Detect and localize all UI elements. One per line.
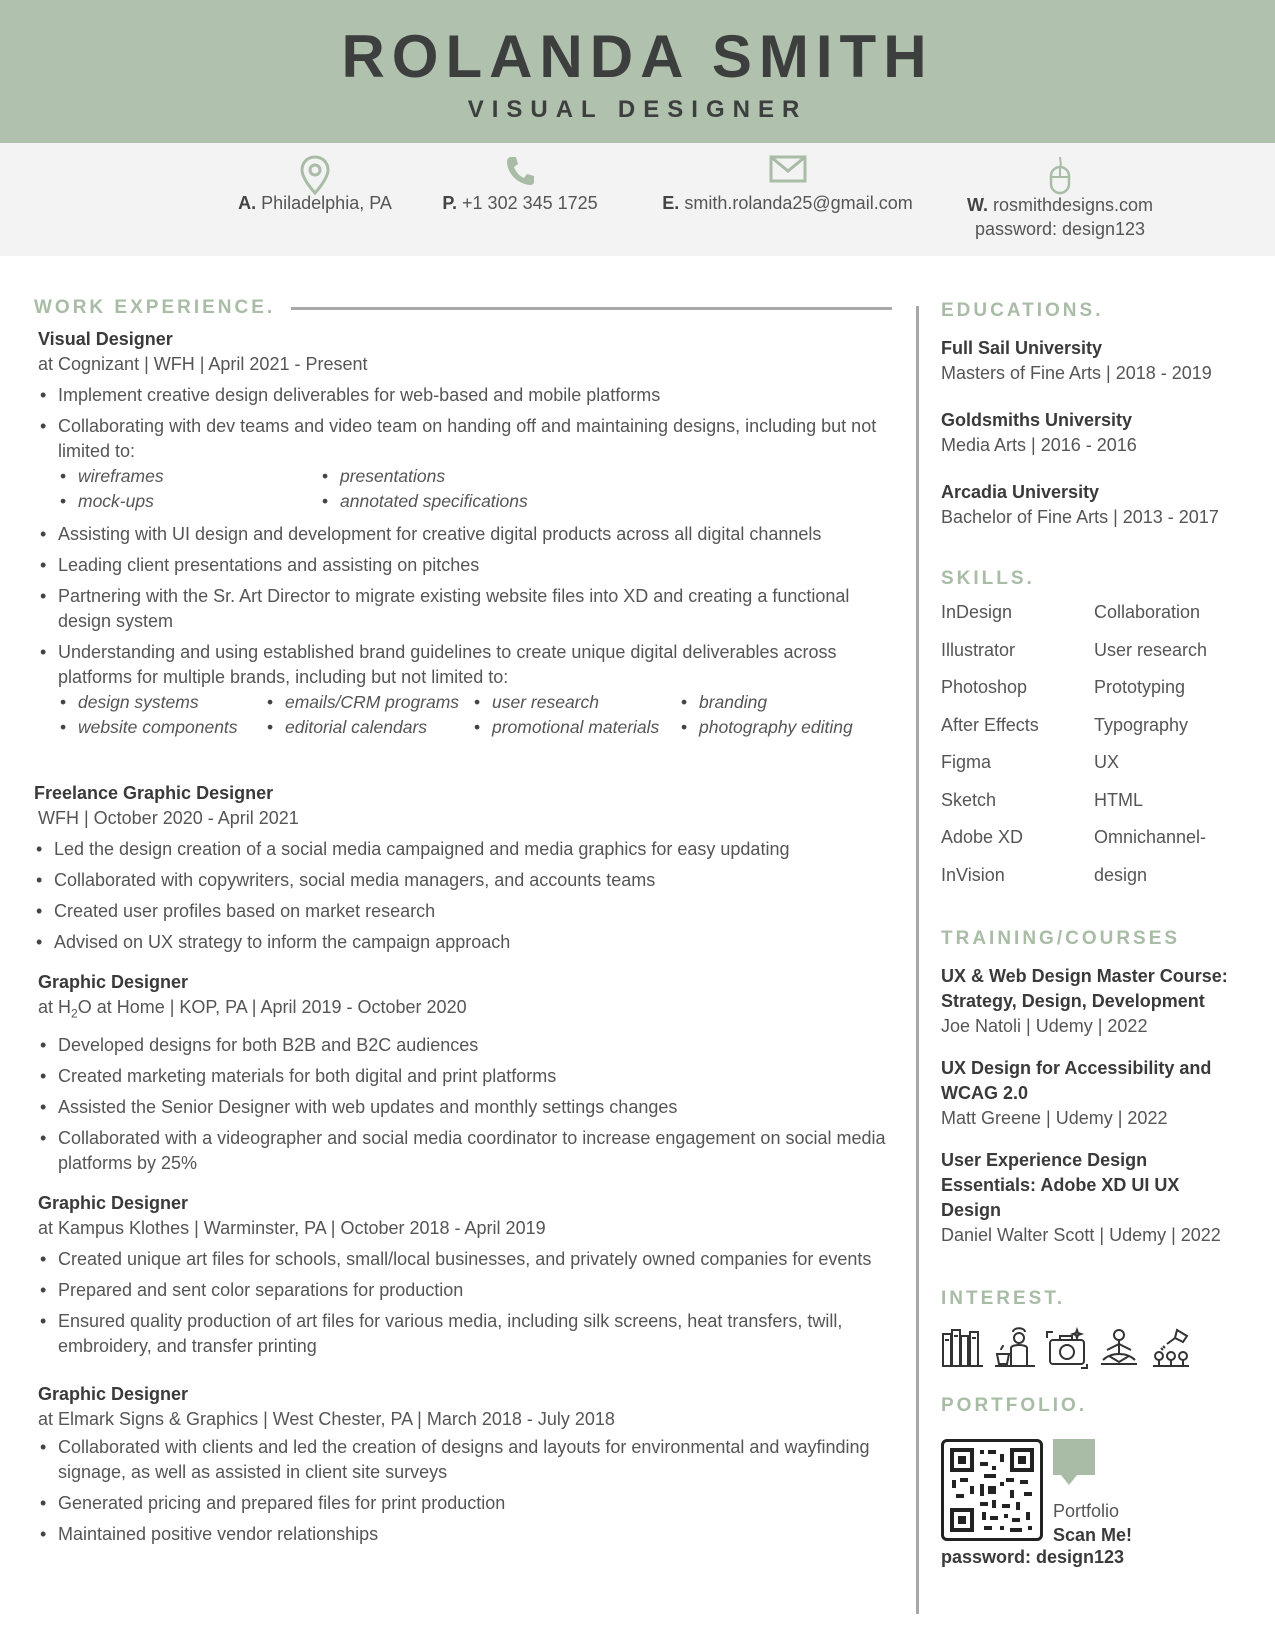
skill-item: Sketch xyxy=(941,789,997,810)
web-label: W. xyxy=(966,195,988,215)
candidate-title: VISUAL DESIGNER xyxy=(467,96,808,123)
job-bullet: • Assisted the Senior Designer with web updates and monthly settings changes xyxy=(38,1095,890,1120)
interest-icons xyxy=(941,1326,1241,1375)
course-title: User Experience Design Essentials: Adobe XD UI UX Design xyxy=(941,1150,1180,1220)
camera-icon xyxy=(1045,1326,1089,1375)
sub-item: • presentations xyxy=(322,464,562,489)
job-graphic-designer-kampus xyxy=(38,1190,890,1359)
contact-phone xyxy=(420,143,620,214)
skill-item: User research xyxy=(1094,639,1208,660)
skill-item: Omnichannel- xyxy=(1094,827,1207,847)
job-bullet: • Prepared and sent color separations for production xyxy=(38,1278,890,1303)
job-bullet: • Created unique art files for schools, small/local businesses, and privately owned companies for events xyxy=(38,1247,890,1272)
portfolio-label: Portfolio xyxy=(1053,1501,1120,1521)
job-bullet: • Assisting with UI design and development for creative digital products across all digital channels xyxy=(38,522,890,547)
degree: Masters of Fine Arts | 2018 - 2019 xyxy=(941,363,1212,383)
education-item xyxy=(941,408,1241,458)
degree: Media Arts | 2016 - 2016 xyxy=(941,435,1137,455)
work-experience-section xyxy=(34,290,890,1553)
job-bullet: • Advised on UX strategy to inform the campaign approach xyxy=(34,930,890,955)
job-title: Freelance Graphic Designer xyxy=(34,783,274,803)
course-item xyxy=(941,1056,1241,1131)
address-value: Philadelphia, PA xyxy=(261,193,392,213)
sidebar xyxy=(941,300,1241,1579)
skill-item: Typography xyxy=(1094,714,1189,735)
contact-website xyxy=(950,143,1170,241)
portfolio-heading: PORTFOLIO. xyxy=(941,1395,1088,1416)
school-name: Arcadia University xyxy=(941,482,1100,502)
job-bullet: • Generated pricing and prepared files for print production xyxy=(38,1491,890,1516)
location-pin-icon xyxy=(300,155,330,195)
skill-item: InVision xyxy=(941,864,1005,885)
education-item xyxy=(941,336,1241,386)
job-bullet: • Created marketing materials for both digital and print platforms xyxy=(38,1064,890,1089)
job-graphic-designer-elmark xyxy=(38,1381,890,1547)
job-subtitle: at Kampus Klothes | Warminster, PA | October 2018 - April 2019 xyxy=(38,1217,546,1238)
sub-list xyxy=(60,464,890,514)
web-password: password: design123 xyxy=(974,219,1146,239)
scan-me-text: Scan Me! xyxy=(1053,1525,1133,1545)
email-label: E. xyxy=(662,193,680,213)
skill-item: Prototyping xyxy=(1094,677,1186,697)
sub-list xyxy=(60,690,890,740)
job-bullet: • Leading client presentations and assisting on pitches xyxy=(38,553,890,578)
job-bullet: • Ensured quality production of art files for various media, including silk screens, heat transfers, twill, embroidery, and transfer printing xyxy=(38,1309,890,1359)
interest-heading: INTEREST. xyxy=(941,1288,1066,1309)
skill-item: Collaboration xyxy=(1094,602,1201,622)
job-bullet: • Led the design creation of a social media campaigned and media graphics for easy updating xyxy=(34,837,890,862)
contact-bar xyxy=(0,143,1275,256)
course-provider: Daniel Walter Scott | Udemy | 2022 xyxy=(941,1225,1221,1245)
sub-item: • promotional materials xyxy=(474,715,681,740)
job-title: Graphic Designer xyxy=(38,1383,189,1404)
job-title: Graphic Designer xyxy=(38,1192,189,1213)
job-bullet: • Developed designs for both B2B and B2C audiences xyxy=(38,1033,890,1058)
email-value[interactable]: smith.rolanda25@gmail.com xyxy=(684,193,913,213)
header-banner xyxy=(0,0,1275,143)
job-bullet: • Collaborated with clients and led the creation of designs and layouts for environmental and wayfinding signage, as well as assisted in client site surveys xyxy=(38,1435,890,1485)
mouse-icon xyxy=(1048,155,1072,195)
books-icon xyxy=(941,1326,985,1375)
gardening-icon xyxy=(1149,1326,1193,1375)
training-heading: TRAINING/COURSES xyxy=(941,928,1181,949)
course-title: UX & Web Design Master Course: Strategy, Design, Development xyxy=(941,966,1228,1011)
sub-item: • emails/CRM programs xyxy=(267,690,474,715)
job-bullet: • Collaborated with copywriters, social media managers, and accounts teams xyxy=(34,868,890,893)
contact-email xyxy=(660,143,915,214)
portfolio-password: password: design123 xyxy=(941,1547,1125,1567)
sub-item: • photography editing xyxy=(681,715,871,740)
course-item xyxy=(941,1148,1241,1248)
sub-item: • annotated specifications xyxy=(322,489,562,514)
sub-item: • wireframes xyxy=(60,464,322,489)
address-label: A. xyxy=(238,193,257,213)
skills-grid xyxy=(941,594,1241,894)
job-bullet: • Collaborated with a videographer and social media coordinator to increase engagement on social media platforms by 25% xyxy=(38,1126,890,1176)
job-visual-designer xyxy=(38,326,890,740)
heading-rule xyxy=(291,307,892,310)
course-title: UX Design for Accessibility and WCAG 2.0 xyxy=(941,1058,1212,1103)
job-bullet: • Maintained positive vendor relationships xyxy=(38,1522,890,1547)
phone-label: P. xyxy=(442,193,458,213)
school-name: Full Sail University xyxy=(941,338,1103,358)
skill-item: design xyxy=(1094,864,1148,885)
web-value[interactable]: rosmithdesigns.com xyxy=(992,195,1154,215)
qr-code[interactable] xyxy=(941,1439,1043,1541)
job-bullet: • Created user profiles based on market research xyxy=(34,899,890,924)
meditation-icon xyxy=(1097,1326,1141,1375)
skill-item: Adobe XD xyxy=(941,827,1024,847)
job-subtitle: at Elmark Signs & Graphics | West Chester, PA | March 2018 - July 2018 xyxy=(38,1408,615,1429)
job-title: Visual Designer xyxy=(38,329,173,349)
sub-item: • design systems xyxy=(60,690,267,715)
job-subtitle xyxy=(38,995,890,1027)
skill-item: After Effects xyxy=(941,714,1039,735)
skill-item: Figma xyxy=(941,752,992,772)
course-item xyxy=(941,964,1241,1039)
course-provider: Joe Natoli | Udemy | 2022 xyxy=(941,1016,1148,1036)
portfolio-block xyxy=(941,1429,1241,1579)
job-subtitle-post: O at Home | KOP, PA | April 2019 - October 2020 xyxy=(77,997,467,1017)
education-item xyxy=(941,480,1241,530)
skill-item: InDesign xyxy=(941,602,1013,622)
phone-value[interactable]: +1 302 345 1725 xyxy=(462,193,598,213)
cooking-icon xyxy=(993,1326,1037,1375)
column-divider xyxy=(916,306,919,1614)
skill-item: Illustrator xyxy=(941,639,1016,660)
school-name: Goldsmiths University xyxy=(941,410,1133,430)
job-subtitle: WFH | October 2020 - April 2021 xyxy=(38,808,299,828)
job-title: Graphic Designer xyxy=(38,972,189,992)
job-bullet: • Implement creative design deliverables for web-based and mobile platforms xyxy=(38,383,890,408)
work-experience-heading: WORK EXPERIENCE. xyxy=(34,297,276,318)
job-subtitle-sub: 2 xyxy=(71,1006,78,1021)
sub-item: • editorial calendars xyxy=(267,715,474,740)
job-bullet: • Understanding and using established brand guidelines to create unique digital deliverables across platforms for multiple brands, including but not limited to: xyxy=(38,640,890,690)
skill-item: UX xyxy=(1094,752,1120,772)
job-subtitle: at Cognizant | WFH | April 2021 - Present xyxy=(38,354,368,374)
skill-item: HTML xyxy=(1094,789,1143,810)
chat-bubble-icon xyxy=(1053,1439,1095,1475)
phone-icon xyxy=(505,155,535,187)
course-provider: Matt Greene | Udemy | 2022 xyxy=(941,1108,1168,1128)
sub-item: • mock-ups xyxy=(60,489,322,514)
job-bullet: • Partnering with the Sr. Art Director to migrate existing website files into XD and creating a functional design system xyxy=(38,584,890,634)
skill-item: Photoshop xyxy=(941,677,1028,697)
job-graphic-designer-h2o xyxy=(38,969,890,1176)
sub-item: • website components xyxy=(60,715,267,740)
degree: Bachelor of Fine Arts | 2013 - 2017 xyxy=(941,507,1219,527)
candidate-name: ROLANDA SMITH xyxy=(341,23,934,90)
job-subtitle-pre: at H xyxy=(38,997,72,1017)
sub-item: • branding xyxy=(681,690,871,715)
sub-item: • user research xyxy=(474,690,681,715)
envelope-icon xyxy=(769,155,807,183)
job-bullet: • Collaborating with dev teams and video team on handing off and maintaining designs, including but not limited to: xyxy=(38,414,890,464)
job-freelance-graphic-designer xyxy=(34,780,890,955)
skills-heading: SKILLS. xyxy=(941,568,1035,589)
education-heading: EDUCATIONS. xyxy=(941,300,1104,321)
